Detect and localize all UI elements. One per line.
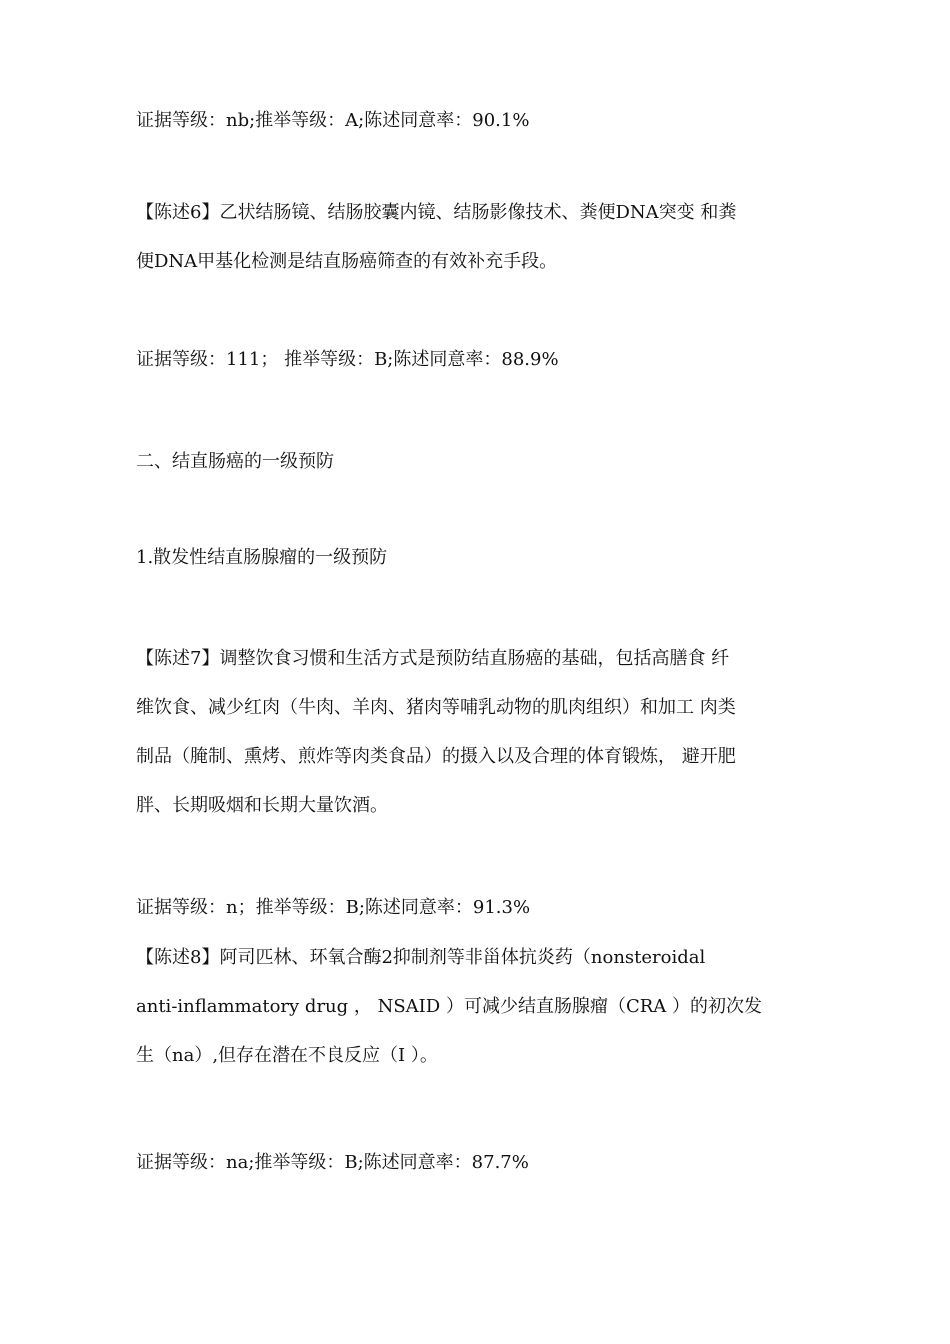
statement-7-line-4: 胖、长期吸烟和长期大量饮酒。 [136,795,388,816]
evidence-line-2: 证据等级：111； 推举等级：B;陈述同意率：88.9% [136,349,559,370]
statement-7 [136,634,736,830]
statement-8 [136,933,762,1080]
evidence-line-1: 证据等级：nb;推举等级：A;陈述同意率：90.1% [136,110,530,131]
evidence-line-3: 证据等级：n；推举等级：B;陈述同意率：91.3% [136,897,531,918]
subsection-heading: 1.散发性结直肠腺瘤的一级预防 [136,547,388,568]
section-heading: 二、结直肠癌的一级预防 [136,451,334,472]
statement-8-line-3: 生（na）,但存在潜在不良反应（I ）。 [136,1045,438,1066]
statement-7-line-1: 【陈述7】调整饮食习惯和生活方式是预防结直肠癌的基础，包括高膳食 纤 [136,648,730,669]
statement-8-line-2: anti-inflammatory drug ， NSAID ）可减少结直肠腺瘤（CRA ）的初次发 [136,996,762,1017]
statement-6-line-2: 便DNA甲基化检测是结直肠癌筛查的有效补充手段。 [136,251,558,272]
statement-8-line-1: 【陈述8】阿司匹林、环氧合酶2抑制剂等非甾体抗炎药（nonsteroidal [136,947,706,968]
evidence-line-4: 证据等级：na;推举等级：B;陈述同意率：87.7% [136,1152,529,1173]
statement-6-line-1: 【陈述6】乙状结肠镜、结肠胶囊内镜、结肠影像技术、粪便DNA突变 和粪 [136,202,737,223]
statement-7-line-3: 制品（腌制、熏烤、煎炸等肉类食品）的摄入以及合理的体育锻炼， 避开肥 [136,746,736,767]
statement-6 [136,188,736,286]
statement-7-line-2: 维饮食、减少红肉（牛肉、羊肉、猪肉等哺乳动物的肌肉组织）和加工 肉类 [136,697,736,718]
